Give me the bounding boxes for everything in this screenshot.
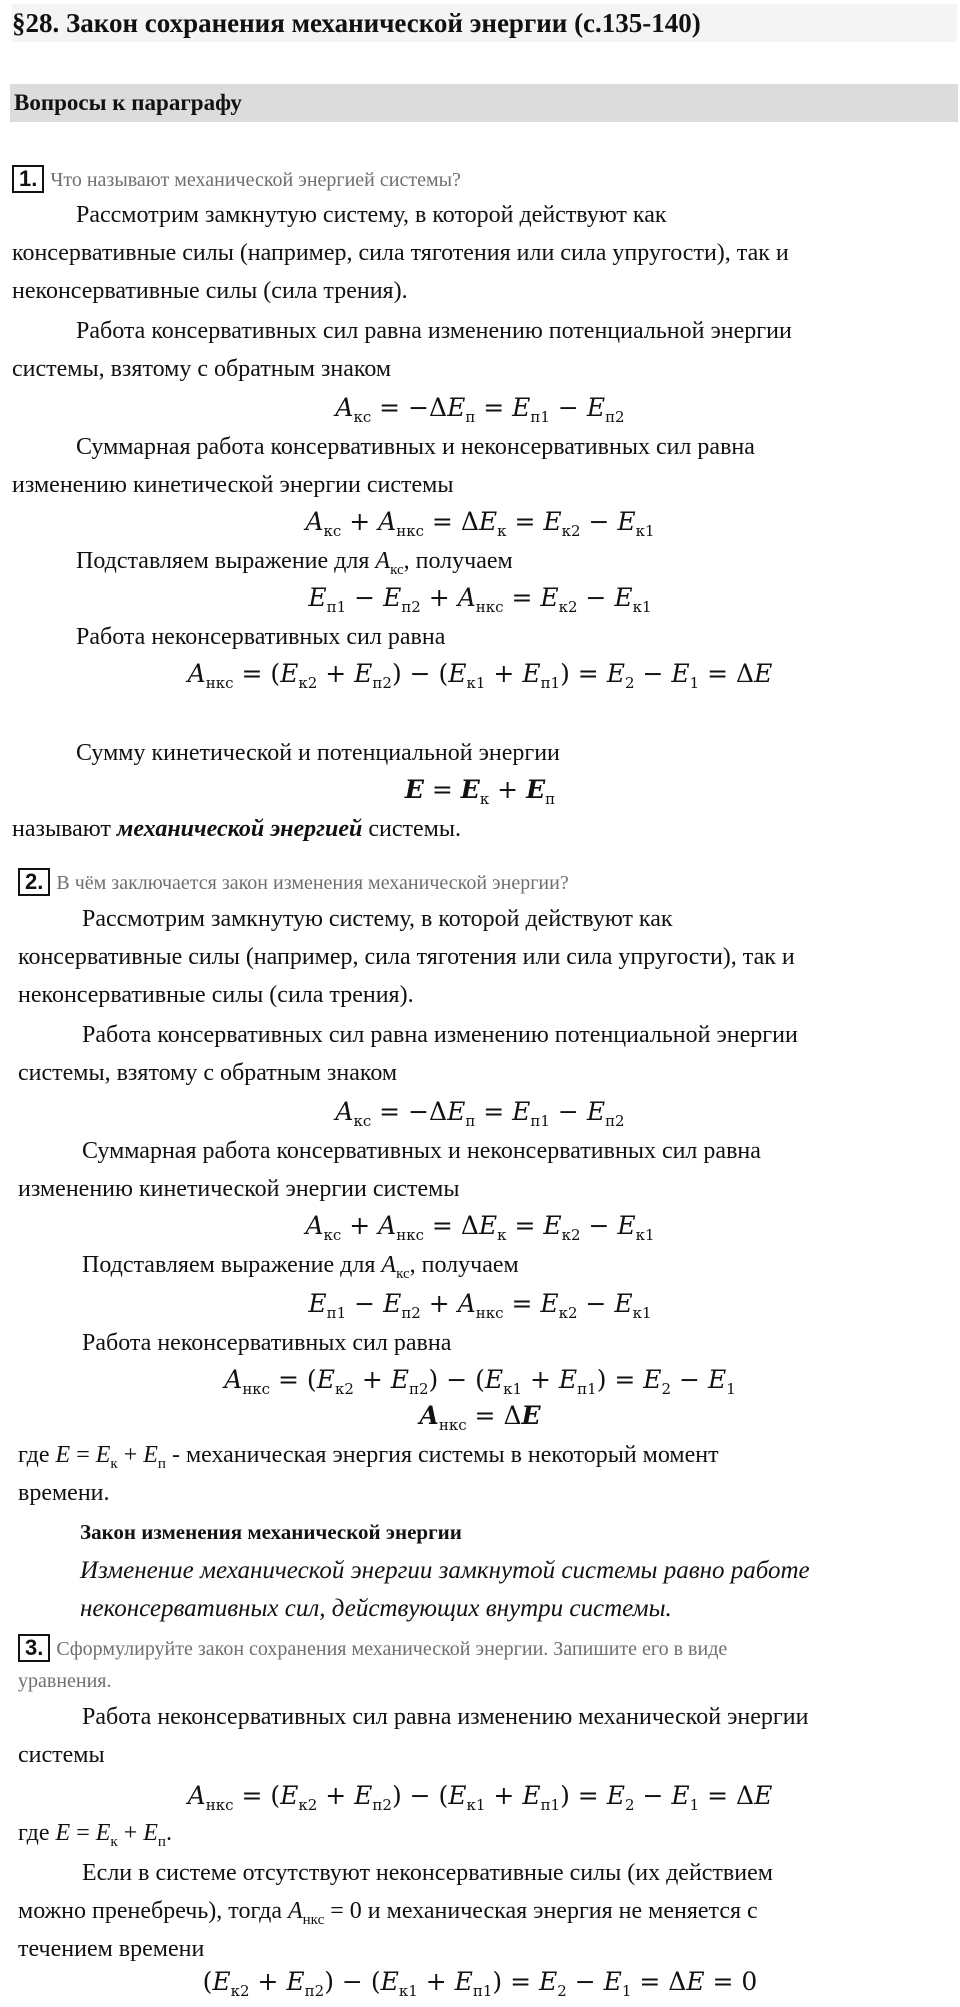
q1-p5: Работа неконсервативных сил равна [76, 624, 446, 650]
q1-p7-text-a: называют [12, 816, 117, 842]
q3-p3-line1: Если в системе отсутствуют неконсервативные силы (их действием [82, 1860, 773, 1886]
q2-p4-text-a: Подставляем выражение для [82, 1252, 382, 1278]
q3-p1-line2: системы [18, 1742, 105, 1768]
q3-p3-text-a: можно пренебречь), тогда [18, 1898, 288, 1924]
law-title: Закон изменения механической энергии [80, 1520, 462, 1544]
q1-formula-5: $E = E_к + E_п$ [404, 775, 556, 808]
question-2-text: В чём заключается закон изменения механической энергии? [56, 872, 569, 894]
q1-formula-4: $A_{нкс} = (E_{к2} + E_{п2}) - (E_{к1} + E_{п1}) = E_2 - E_1 = \Delta E$ [187, 659, 773, 692]
q2-formula-2: $A_{кс} + A_{нкс} = \Delta E_к = E_{к2} - E_{к1}$ [305, 1211, 655, 1244]
q3-p3-text-b: и механическая энергия не меняется с [361, 1898, 758, 1924]
q1-p4-text-a: Подставляем выражение для [76, 548, 376, 574]
q2-p2-line2: системы, взятому с обратным знаком [18, 1060, 398, 1086]
question-3-number: 3. [18, 1634, 50, 1662]
q1-formula-2: $A_{кс} + A_{нкс} = \Delta E_к = E_{к2} - E_{к1}$ [305, 507, 655, 540]
q1-p1-line2: консервативные силы (например, сила тяготения или сила упругости), так и [12, 240, 789, 266]
q1-p7-text-c: системы. [362, 816, 461, 842]
q2-p1-line2: консервативные силы (например, сила тяготения или сила упругости), так и [18, 944, 795, 970]
q1-p3-line2: изменению кинетической энергии системы [12, 472, 454, 498]
q2-p6-line2: времени. [18, 1480, 110, 1506]
question-1-text: Что называют механической энергией системы? [50, 169, 461, 191]
q3-p1-line1: Работа неконсервативных сил равна изменению механической энергии [82, 1704, 809, 1730]
q2-p6-line1: где $E = E_к + E_п$ - механическая энергия системы в некоторый момент [18, 1442, 719, 1472]
question-2 [18, 868, 569, 896]
q3-p3-line2: можно пренебречь), тогда $A_{нкс} = 0$ и механическая энергия не меняется с [18, 1898, 758, 1928]
q1-p4: Подставляем выражение для $A_{кс}$, получаем [76, 548, 513, 578]
q3-p2-text-a: где [18, 1820, 56, 1846]
q2-p3-line1: Суммарная работа консервативных и неконсервативных сил равна [82, 1138, 761, 1164]
q2-p5: Работа неконсервативных сил равна [82, 1330, 452, 1356]
q2-p6-text-b: - механическая энергия системы в некоторый момент [165, 1442, 719, 1468]
q1-p2-line2: системы, взятому с обратным знаком [12, 356, 392, 382]
question-3-text-line2: уравнения. [18, 1670, 112, 1692]
question-1 [12, 165, 461, 193]
q3-p2: где $E = E_к + E_п$. [18, 1820, 172, 1850]
q1-p2-line1: Работа консервативных сил равна изменению потенциальной энергии [76, 318, 792, 344]
q2-p2-line1: Работа консервативных сил равна изменению потенциальной энергии [82, 1022, 798, 1048]
q1-formula-1: $A_{кс} = -\Delta E_п = E_{п1} - E_{п2}$ [335, 393, 625, 426]
q2-formula-4: $A_{нкс} = (E_{к2} + E_{п2}) - (E_{к1} + E_{п1}) = E_2 - E_1$ [224, 1365, 736, 1398]
q1-p1-line1: Рассмотрим замкнутую систему, в которой действуют как [76, 202, 667, 228]
q1-p3-line1: Суммарная работа консервативных и неконсервативных сил равна [76, 434, 755, 460]
page-title: §28. Закон сохранения механической энергии (с.135-140) [12, 4, 957, 42]
q3-p2-text-b: . [165, 1820, 172, 1846]
q2-formula-5: $A_{нкс} = \Delta E$ [419, 1401, 541, 1434]
q2-p3-line2: изменению кинетической энергии системы [18, 1176, 460, 1202]
q1-p1-line3: неконсервативные силы (сила трения). [12, 278, 408, 304]
q1-p7 [12, 814, 461, 844]
question-1-number: 1. [12, 165, 44, 193]
q2-p1-line3: неконсервативные силы (сила трения). [18, 982, 414, 1008]
question-3-text-line1: Сформулируйте закон сохранения механической энергии. Запишите его в виде [56, 1638, 728, 1660]
section-header: Вопросы к параграфу [10, 84, 958, 122]
q2-p6-text-a: где [18, 1442, 56, 1468]
law-text-line1: Изменение механической энергии замкнутой системы равно работе [80, 1557, 810, 1584]
question-3 [18, 1634, 727, 1662]
q2-formula-3: $E_{п1} - E_{п2} + A_{нкс} = E_{к2} - E_{к1}$ [308, 1289, 652, 1322]
q3-p3-line3: течением времени [18, 1936, 205, 1962]
q2-p4-text-b: , получаем [409, 1252, 519, 1278]
q1-p7-term: механической энергией [116, 816, 363, 842]
q1-p6: Сумму кинетической и потенциальной энергии [76, 740, 560, 766]
q1-formula-3: $E_{п1} - E_{п2} + A_{нкс} = E_{к2} - E_{к1}$ [308, 583, 652, 616]
question-2-number: 2. [18, 868, 50, 896]
q3-formula-1: $A_{нкс} = (E_{к2} + E_{п2}) - (E_{к1} + E_{п1}) = E_2 - E_1 = \Delta E$ [187, 1781, 773, 1814]
law-text-line2: неконсервативных сил, действующих внутри системы. [80, 1595, 672, 1622]
q2-p4: Подставляем выражение для $A_{кс}$, получаем [82, 1252, 519, 1282]
q2-p1-line1: Рассмотрим замкнутую систему, в которой действуют как [82, 906, 673, 932]
q3-formula-2: $(E_{к2} + E_{п2}) - (E_{к1} + E_{п1}) = E_2 - E_1 = \Delta E = 0$ [202, 1967, 758, 2000]
q2-formula-1: $A_{кс} = -\Delta E_п = E_{п1} - E_{п2}$ [335, 1097, 625, 1130]
q1-p4-text-b: , получаем [403, 548, 513, 574]
